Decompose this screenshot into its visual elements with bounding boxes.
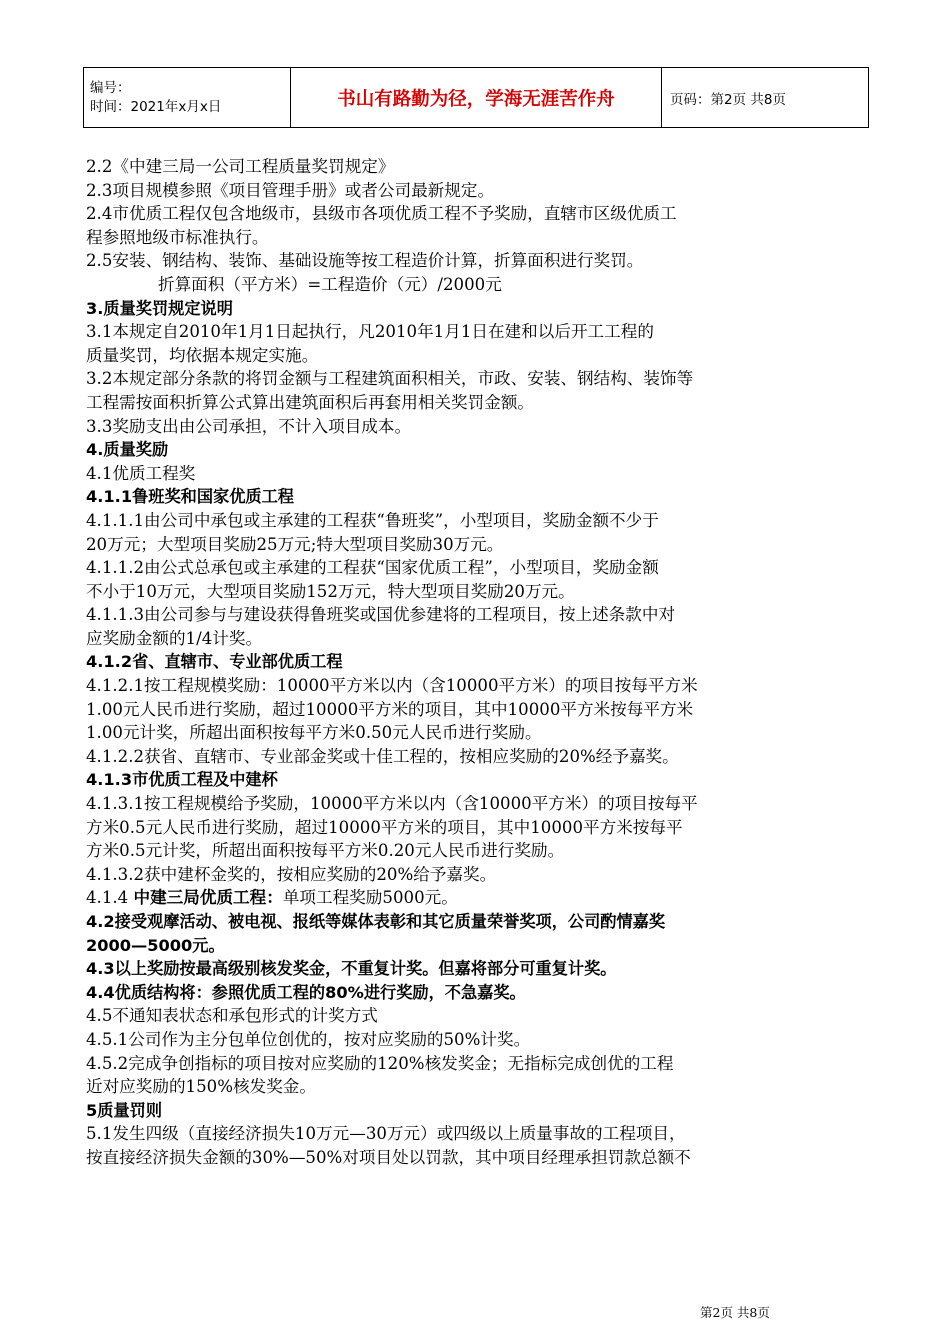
body-line: 近对应奖励的150%核发奖金。 [86,1077,316,1097]
body-line: 4.5.2完成争创指标的项目按对应奖励的120%核发奖金；无指标完成创优的工程 [86,1053,674,1073]
body-line: 3.1本规定自2010年1月1日起执行，凡2010年1月1日在建和以后开工工程的 [86,322,654,342]
item-number: 4.1.4 [86,888,134,908]
section-heading: 4.质量奖励 [86,440,169,460]
body-line: 按直接经济损失金额的30%—50%对项目处以罚款，其中项目经理承担罚款总额不 [86,1147,691,1167]
body-line: 4.1.3.2获中建杯金奖的，按相应奖励的20%给予嘉奖。 [86,864,497,884]
body-line: 4.5.1公司作为主分包单位创优的，按对应奖励的50%计奖。 [86,1029,531,1049]
document-body [86,155,886,1170]
header-page-indicator: 页码：第2页 共8页 [662,68,869,128]
body-line: 5.1发生四级（直接经济损失10万元—30万元）或四级以上质量事故的工程项目， [86,1124,686,1144]
body-line: 程参照地级市标准执行。 [86,227,269,247]
body-line: 方米0.5元计奖，所超出面积按每平方米0.20元人民币进行奖励。 [86,841,565,861]
section-heading: 5质量罚则 [86,1100,163,1120]
body-line: 2.5安装、钢结构、装饰、基础设施等按工程造价计算，折算面积进行奖罚。 [86,251,644,271]
body-line: 4.5不通知表状态和承包形式的计奖方式 [86,1006,378,1026]
subsection-heading: 4.1.1鲁班奖和国家优质工程 [86,487,294,507]
bold-paragraph-line: 2000—5000元。 [86,935,225,955]
body-line: 工程需按面积折算公式算出建筑面积后再套用相关奖罚金额。 [86,392,535,412]
body-line: 应奖励金额的1/4计奖。 [86,628,263,648]
body-line: 不小于10万元，大型项目奖励152万元，特大型项目奖励20万元。 [86,581,575,601]
body-line: 方米0.5元人民币进行奖励，超过10000平方米的项目，其中10000平方米按每平 [86,817,683,837]
header-motto: 书山有路勤为径，学海无涯苦作舟 [291,68,662,128]
section-heading: 3.质量奖罚规定说明 [86,298,233,318]
body-line: 2.4市优质工程仅包含地级市，县级市各项优质工程不予奖励，直辖市区级优质工 [86,204,677,224]
body-line: 3.2本规定部分条款的将罚金额与工程建筑面积相关，市政、安装、钢结构、装饰等 [86,369,694,389]
body-line: 1.00元计奖，所超出面积按每平方米0.50元人民币进行奖励。 [86,723,542,743]
body-line: 4.1.1.2由公式总承包或主承建的工程获“国家优质工程”，小型项目，奖励金额 [86,558,659,578]
document-header [83,67,869,128]
body-line: 4.1.1.3由公司参与与建设获得鲁班奖或国优参建将的工程项目，按上述条款中对 [86,605,676,625]
body-line: 4.1优质工程奖 [86,463,196,483]
document-number-label: 编号： [90,79,131,96]
subsection-heading: 4.1.2省、直辖市、专业部优质工程 [86,652,343,672]
body-line: 20万元；大型项目奖励25万元;特大型项目奖励30万元。 [86,534,504,554]
mixed-line [86,886,886,910]
document-date-label: 时间：2021年x月x日 [90,98,222,115]
body-line: 2.2《中建三局一公司工程质量奖罚规定》 [86,157,395,176]
body-line: 4.1.2.2获省、直辖市、专业部金奖或十佳工程的，按相应奖励的20%经予嘉奖。 [86,746,679,766]
body-line: 2.3项目规模参照《项目管理手册》或者公司最新规定。 [86,180,495,200]
body-line: 4.1.3.1按工程规模给予奖励，10000平方米以内（含10000平方米）的项目按每平 [86,794,698,814]
item-text: 单项工程奖励5000元。 [282,888,458,908]
bold-paragraph-line: 4.3以上奖励按最高级别核发奖金，不重复计奖。但嘉将部分可重复计奖。 [86,959,617,979]
page-footer: 第2页 共8页 [700,1305,770,1320]
header-meta-cell [84,68,291,128]
body-line: 质量奖罚，均依据本规定实施。 [86,345,319,365]
item-title-bold: 中建三局优质工程： [133,888,283,908]
body-line: 4.1.2.1按工程规模奖励：10000平方米以内（含10000平方米）的项目按每平方米 [86,676,698,696]
body-line: 3.3奖励支出由公司承担，不计入项目成本。 [86,416,412,436]
formula-line: 折算面积（平方米）=工程造价（元）/2000元 [158,274,502,294]
bold-paragraph-line: 4.4优质结构将：参照优质工程的80%进行奖励，不急嘉奖。 [86,982,526,1002]
body-line: 1.00元人民币进行奖励，超过10000平方米的项目，其中10000平方米按每平方米 [86,699,694,719]
bold-paragraph-line: 4.2接受观摩活动、被电视、报纸等媒体表彰和其它质量荣誉奖项，公司酌情嘉奖 [86,912,666,931]
subsection-heading: 4.1.3市优质工程及中建杯 [86,770,278,790]
body-line: 4.1.1.1由公司中承包或主承建的工程获“鲁班奖”，小型项目，奖励金额不少于 [86,510,659,530]
